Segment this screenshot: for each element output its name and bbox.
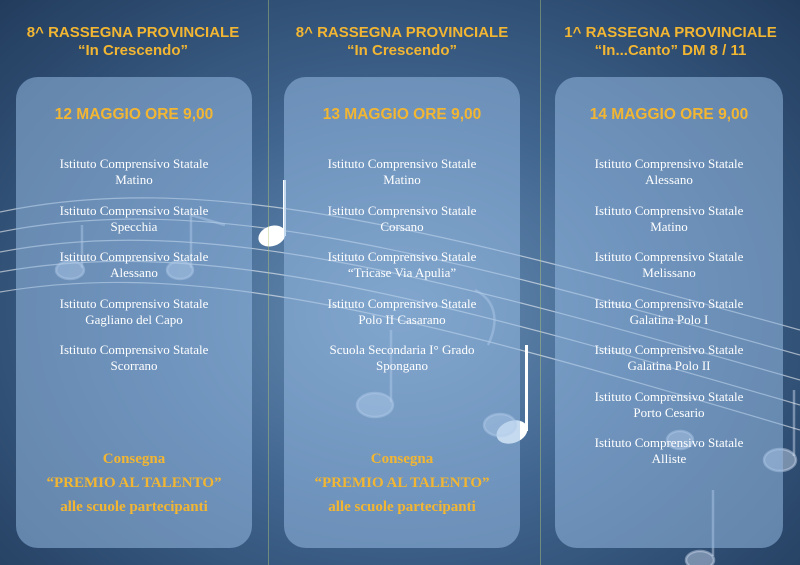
school-item: Istituto Comprensivo Statale Scorrano — [59, 342, 209, 373]
schedule-panel — [16, 77, 252, 548]
column-title: 8^ RASSEGNA PROVINCIALE “In Crescendo” — [295, 24, 509, 59]
schedule-panel — [284, 77, 520, 548]
event-date: 12 MAGGIO ORE 9,00 — [54, 106, 214, 123]
school-list — [284, 156, 520, 389]
school-item: Istituto Comprensivo Statale Porto Cesario — [594, 388, 744, 420]
school-item: Istituto Comprensivo Statale Alessano — [594, 156, 744, 187]
award-notice: Consegna “PREMIO AL TALENTO” alle scuole partecipanti — [314, 451, 490, 515]
school-item: Istituto Comprensivo Statale Specchia — [59, 202, 209, 234]
school-item: Istituto Comprensivo Statale Gagliano del Capo — [59, 295, 209, 327]
school-item: Istituto Comprensivo Statale Galatina Polo II — [594, 342, 744, 373]
school-item: Istituto Comprensivo Statale Matino — [59, 156, 209, 187]
column-3 — [541, 0, 800, 565]
school-item: Istituto Comprensivo Statale Alliste — [594, 435, 744, 466]
event-date: 14 MAGGIO ORE 9,00 — [589, 106, 749, 123]
schedule-panel — [555, 77, 783, 548]
school-item: Istituto Comprensivo Statale Corsano — [327, 202, 477, 234]
school-item: Istituto Comprensivo Statale “Tricase Via Apulia” — [327, 249, 477, 280]
event-date: 13 MAGGIO ORE 9,00 — [322, 106, 482, 123]
school-list — [555, 156, 783, 482]
school-item: Istituto Comprensivo Statale Galatina Polo I — [594, 295, 744, 327]
school-list — [16, 156, 252, 389]
school-item: Scuola Secondaria I° Grado Spongano — [329, 342, 475, 373]
school-item: Istituto Comprensivo Statale Alessano — [59, 249, 209, 280]
column-title: 8^ RASSEGNA PROVINCIALE “In Crescendo” — [26, 24, 240, 59]
column-1 — [0, 0, 266, 565]
school-item: Istituto Comprensivo Statale Polo II Casarano — [327, 295, 477, 327]
school-item: Istituto Comprensivo Statale Melissano — [594, 249, 744, 280]
column-title: 1^ RASSEGNA PROVINCIALE “In...Canto” DM 8 / 11 — [564, 24, 777, 59]
award-notice: Consegna “PREMIO AL TALENTO” alle scuole partecipanti — [46, 451, 222, 515]
school-item: Istituto Comprensivo Statale Matino — [594, 202, 744, 234]
column-2 — [269, 0, 535, 565]
school-item: Istituto Comprensivo Statale Matino — [327, 156, 477, 187]
